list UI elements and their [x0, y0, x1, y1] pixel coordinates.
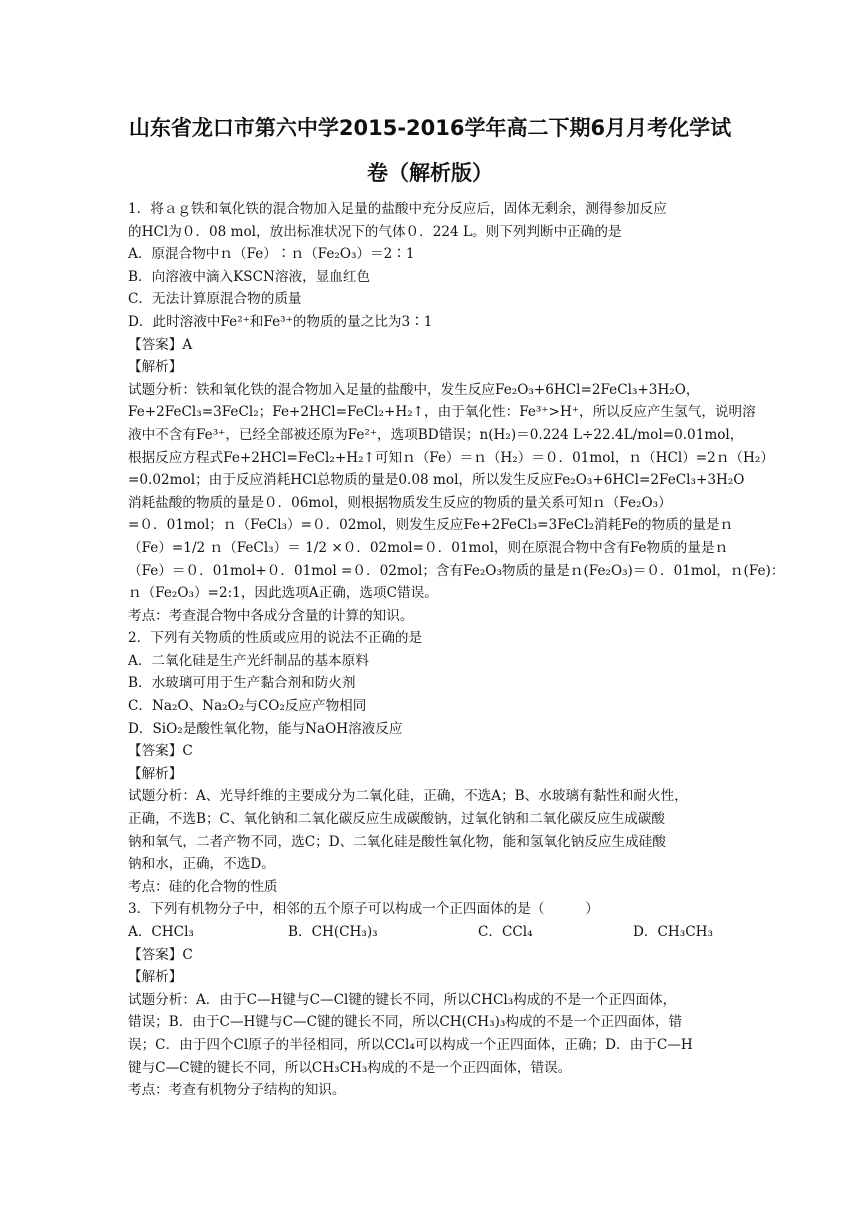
- q2-answer: 【答案】C: [128, 743, 193, 760]
- q2-key-point: 考点：硅的化合物的性质: [128, 878, 278, 895]
- q3-analysis-line-2: 错误；B．由于C—H键与C—C键的键长不同，所以CH(CH₃)₃构成的不是一个正四面体，错: [128, 1014, 683, 1031]
- q3-analysis-line-1: 试题分析：A．由于C—H键与C—Cl键的键长不同，所以CHCl₃构成的不是一个正四面体，: [128, 991, 677, 1008]
- q1-option-b: B．向溶液中滴入KSCN溶液，显血红色: [128, 268, 371, 285]
- page-title-line-1: 山东省龙口市第六中学2015-2016学年高二下期6月月考化学试: [128, 116, 732, 140]
- q2-analysis-line-2: 正确，不选B；C、氧化钠和二氧化碳反应生成碳酸钠，过氧化钠和二氧化碳反应生成碳酸: [128, 811, 665, 828]
- page-title-line-2: 卷（解析版）: [367, 161, 493, 185]
- q1-analysis-line-9: （Fe）＝０．01mol+０．01mol =０．02mol；含有Fe₂O₃物质的量是ｎ(Fe₂O₃)＝０．01mol，ｎ(Fe)：: [128, 562, 785, 579]
- q3-option-a: A．CHCl₃: [128, 924, 194, 940]
- q2-option-c: C．Na₂O、Na₂O₂与CO₂反应产物相同: [128, 698, 367, 715]
- q3-key-point: 考点：考查有机物分子结构的知识。: [128, 1082, 346, 1099]
- q1-stem-line-2: 的HCl为０．08 mol，放出标准状况下的气体０．224 L。则下列判断中正确的是: [128, 223, 622, 240]
- q1-key-point: 考点：考查混合物中各成分含量的计算的知识。: [128, 607, 414, 624]
- q1-option-a: A．原混合物中ｎ（Fe）∶ｎ（Fe₂O₃）＝2∶1: [128, 246, 415, 263]
- q3-options-row: [128, 921, 738, 944]
- q3-stem: 3．下列有机物分子中，相邻的五个原子可以构成一个正四面体的是（ ）: [128, 901, 599, 918]
- q1-stem-line-1: 1．将ａｇ铁和氧化铁的混合物加入足量的盐酸中充分反应后，固体无剩余，测得参加反应: [128, 201, 667, 217]
- q2-option-a: A．二氧化硅是生产光纤制品的基本原料: [128, 652, 369, 669]
- q3-analysis-line-3: 误；C．由于四个Cl原子的半径相同，所以CCl₄可以构成一个正四面体，正确；D．由于C—H: [128, 1036, 693, 1053]
- q2-stem: 2．下列有关物质的性质或应用的说法不正确的是: [128, 630, 423, 647]
- q3-option-c: C．CCl₄: [478, 924, 533, 940]
- q3-answer: 【答案】C: [128, 946, 193, 963]
- q1-analysis-line-10: ｎ（Fe₂O₃）=2:1，因此选项A正确，选项C错误。: [128, 585, 438, 602]
- q1-analysis-line-3: 液中不含有Fe³⁺，已经全部被还原为Fe²⁺，选项BD错误；n(H₂)＝0.224 L÷22.4L/mol=0.01mol，: [128, 426, 744, 443]
- q2-analysis-heading: 【解析】: [128, 765, 183, 782]
- q3-option-b: B．CH(CH₃)₃: [288, 924, 378, 940]
- q1-option-c: C．无法计算原混合物的质量: [128, 291, 302, 308]
- q1-analysis-line-5: =0.02mol；由于反应消耗HCl总物质的量是0.08 mol，所以发生反应Fe₂O₃+6HCl=2FeCl₃+3H₂O: [128, 472, 745, 489]
- q1-analysis-line-4: 根据反应方程式Fe+2HCl=FeCl₂+H₂↑可知ｎ（Fe）＝ｎ（H₂）＝０．01mol，ｎ（HCl）=2ｎ（H₂）: [128, 449, 774, 466]
- q1-option-d: D．此时溶液中Fe²⁺和Fe³⁺的物质的量之比为3∶1: [128, 313, 433, 330]
- q2-analysis-line-1: 试题分析：A、光导纤维的主要成分为二氧化硅，正确，不选A；B、水玻璃有黏性和耐火性，: [128, 788, 688, 805]
- q1-analysis-line-8: （Fe）=1/2 ｎ（FeCl₃）＝ 1/2 ×０．02mol=０．01mol，则在原混合物中含有Fe物质的量是ｎ: [128, 539, 729, 556]
- q3-analysis-heading: 【解析】: [128, 969, 183, 986]
- q1-analysis-line-2: Fe+2FeCl₃=3FeCl₂；Fe+2HCl=FeCl₂+H₂↑，由于氧化性：Fe³⁺>H⁺，所以反应产生氢气，说明溶: [128, 404, 756, 421]
- q1-answer: 【答案】A: [128, 336, 193, 353]
- q2-option-d: D．SiO₂是酸性氧化物，能与NaOH溶液反应: [128, 720, 403, 737]
- q2-analysis-line-3: 钠和氧气，二者产物不同，选C；D、二氧化硅是酸性氧化物，能和氢氧化钠反应生成硅酸: [128, 833, 666, 850]
- q1-analysis-line-1: 试题分析：铁和氧化铁的混合物加入足量的盐酸中，发生反应Fe₂O₃+6HCl=2FeCl₃+3H₂O，: [128, 381, 700, 398]
- q2-analysis-line-4: 钠和水，正确，不选D。: [128, 856, 275, 873]
- q2-option-b: B．水玻璃可用于生产黏合剂和防火剂: [128, 675, 356, 692]
- document-body: [128, 198, 785, 1102]
- q3-analysis-line-4: 键与C—C键的键长不同，所以CH₃CH₃构成的不是一个正四面体，错误。: [128, 1059, 572, 1076]
- q3-option-d: D．CH₃CH₃: [633, 924, 713, 940]
- q1-analysis-line-6: 消耗盐酸的物质的量是０．06mol，则根据物质发生反应的物质的量关系可知ｎ（Fe₂O₃）: [128, 494, 672, 511]
- q1-analysis-line-7: =０．01mol；ｎ（FeCl₃）=０．02mol，则发生反应Fe+2FeCl₃=3FeCl₂消耗Fe的物质的量是ｎ: [128, 517, 734, 534]
- q1-analysis-heading: 【解析】: [128, 359, 183, 376]
